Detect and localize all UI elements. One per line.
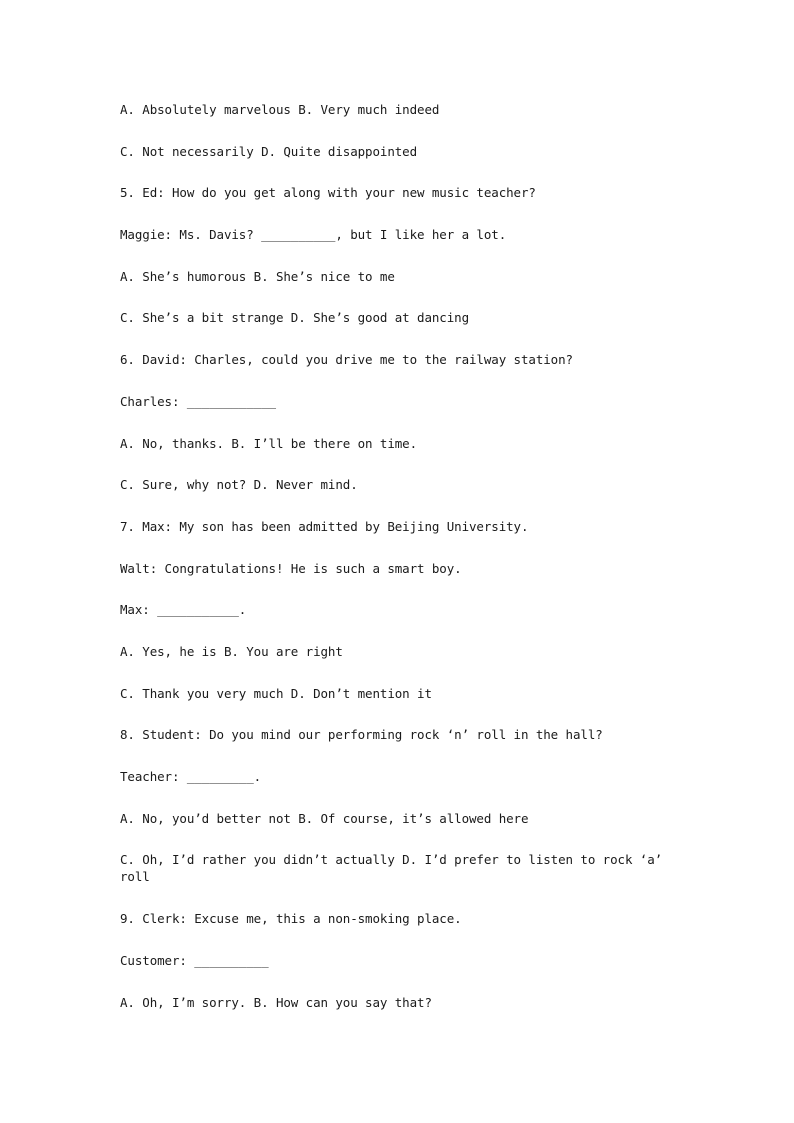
option-line-4cd: C. Not necessarily D. Quite disappointed [120,143,418,159]
question-8-prompt: 8. Student: Do you mind our performing rock ‘n’ roll in the hall? [120,727,603,743]
question-6-prompt: 6. David: Charles, could you drive me to the railway station? [120,352,573,368]
question-7-prompt: 7. Max: My son has been admitted by Beijing University. [120,518,529,534]
question-9-prompt: 9. Clerk: Excuse me, this a non-smoking place. [120,911,462,927]
option-line-7ab: A. Yes, he is B. You are right [120,643,343,659]
question-8-response: Teacher: _________. [120,769,262,784]
question-5-prompt: 5. Ed: How do you get along with your new music teacher? [120,185,536,201]
option-line-9ab: A. Oh, I’m sorry. B. How can you say that? [120,994,432,1010]
option-line-8ab: A. No, you’d better not B. Of course, it’s allowed here [120,810,529,826]
option-line-5cd: C. She’s a bit strange D. She’s good at dancing [120,310,470,326]
question-6-response: Charles: ____________ [120,393,276,409]
option-line-8cd: C. Oh, I’d rather you didn’t actually D. I’d prefer to listen to rock ‘a’ roll [120,852,670,885]
option-line-6ab: A. No, thanks. B. I’ll be there on time. [120,435,418,451]
option-line-6cd: C. Sure, why not? D. Never mind. [120,477,358,493]
document-body [120,101,680,1035]
question-5-response: Maggie: Ms. Davis? __________, but I like her a lot. [120,227,507,243]
question-7-reply: Walt: Congratulations! He is such a smart boy. [120,560,462,576]
option-line-7cd: C. Thank you very much D. Don’t mention it [120,685,432,701]
question-9-response: Customer: __________ [120,953,269,969]
option-line-5ab: A. She’s humorous B. She’s nice to me [120,268,395,284]
option-line-4ab: A. Absolutely marvelous B. Very much indeed [120,102,440,117]
question-7-response: Max: ___________. [120,602,247,618]
